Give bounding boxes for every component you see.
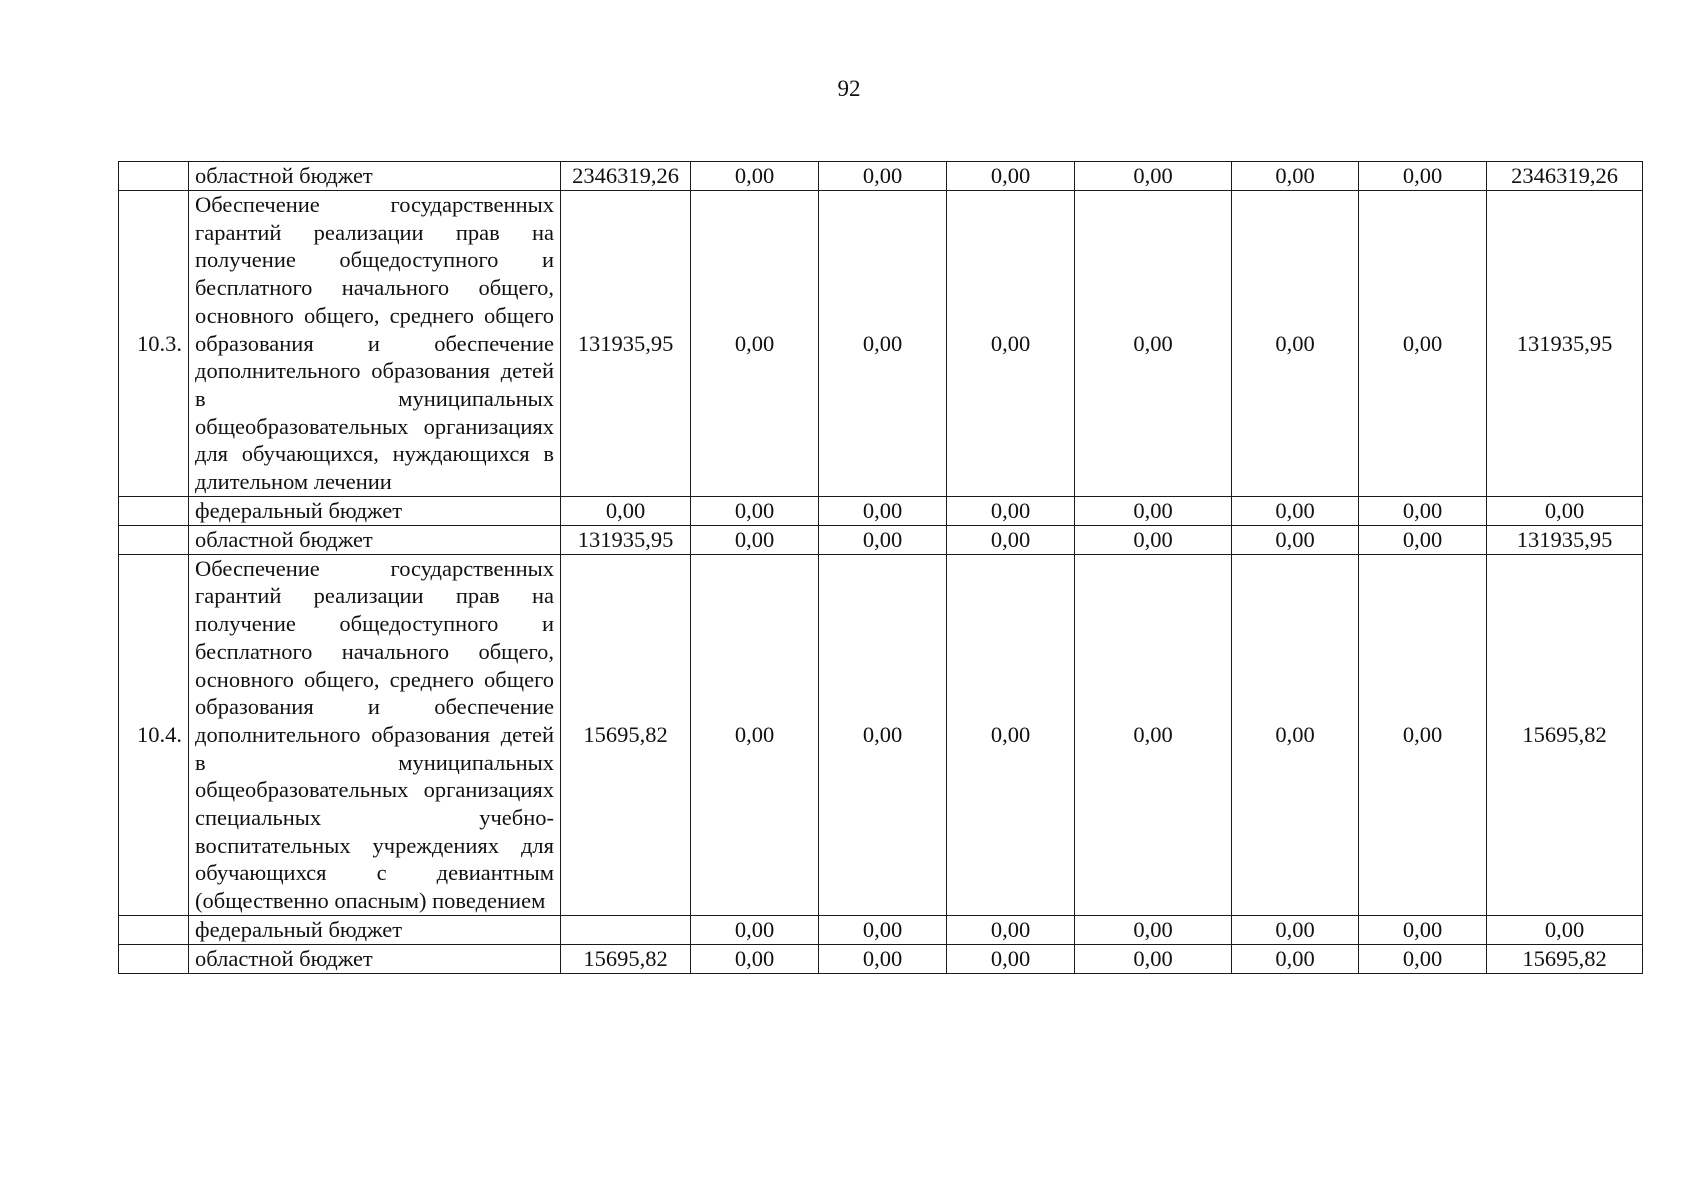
total-cell: 2346319,26 bbox=[1487, 162, 1643, 191]
row-number: 10.4. bbox=[119, 554, 189, 915]
row-name: областной бюджет bbox=[189, 162, 561, 191]
table-row bbox=[119, 162, 1643, 191]
table-row bbox=[119, 191, 1643, 497]
value-cell: 0,00 bbox=[1232, 915, 1359, 944]
value-cell: 0,00 bbox=[1075, 944, 1232, 973]
total-cell: 15695,82 bbox=[1487, 944, 1643, 973]
value-cell: 0,00 bbox=[691, 525, 819, 554]
value-cell: 0,00 bbox=[819, 554, 947, 915]
row-name: федеральный бюджет bbox=[189, 915, 561, 944]
table-row bbox=[119, 554, 1643, 915]
row-name: федеральный бюджет bbox=[189, 496, 561, 525]
value-cell: 0,00 bbox=[947, 525, 1075, 554]
value-cell: 0,00 bbox=[947, 496, 1075, 525]
value-cell: 0,00 bbox=[1359, 191, 1487, 497]
value-cell: 0,00 bbox=[819, 496, 947, 525]
value-cell: 0,00 bbox=[691, 915, 819, 944]
value-cell: 131935,95 bbox=[561, 191, 691, 497]
row-number bbox=[119, 496, 189, 525]
value-cell: 0,00 bbox=[561, 496, 691, 525]
value-cell: 0,00 bbox=[1359, 162, 1487, 191]
value-cell: 0,00 bbox=[1232, 554, 1359, 915]
value-cell: 0,00 bbox=[1075, 496, 1232, 525]
value-cell: 0,00 bbox=[1232, 191, 1359, 497]
value-cell: 0,00 bbox=[1359, 496, 1487, 525]
value-cell: 0,00 bbox=[1359, 525, 1487, 554]
value-cell: 0,00 bbox=[691, 554, 819, 915]
table-row bbox=[119, 525, 1643, 554]
value-cell: 0,00 bbox=[819, 525, 947, 554]
row-name: Обеспечение государственных гарантий реализации прав на получение общедоступного и бесплатного начального общего, основного общего, среднего общего образования и обеспечение дополнительного образования детей в муниципальных общеобразовательных организациях специальных учебно-воспитательных учреждениях для обучающихся с девиантным (общественно опасным) поведением bbox=[189, 554, 561, 915]
row-name: областной бюджет bbox=[189, 525, 561, 554]
value-cell: 0,00 bbox=[947, 554, 1075, 915]
value-cell: 0,00 bbox=[1075, 162, 1232, 191]
value-cell: 0,00 bbox=[1232, 496, 1359, 525]
value-cell: 15695,82 bbox=[561, 554, 691, 915]
row-number bbox=[119, 944, 189, 973]
value-cell: 0,00 bbox=[1359, 915, 1487, 944]
value-cell: 0,00 bbox=[819, 191, 947, 497]
value-cell: 0,00 bbox=[1075, 554, 1232, 915]
value-cell: 0,00 bbox=[1075, 915, 1232, 944]
value-cell: 15695,82 bbox=[561, 944, 691, 973]
total-cell: 0,00 bbox=[1487, 915, 1643, 944]
total-cell: 15695,82 bbox=[1487, 554, 1643, 915]
value-cell: 0,00 bbox=[819, 944, 947, 973]
table-row bbox=[119, 496, 1643, 525]
total-cell: 131935,95 bbox=[1487, 525, 1643, 554]
row-name: областной бюджет bbox=[189, 944, 561, 973]
value-cell bbox=[561, 915, 691, 944]
value-cell: 131935,95 bbox=[561, 525, 691, 554]
value-cell: 0,00 bbox=[1359, 554, 1487, 915]
value-cell: 0,00 bbox=[1075, 191, 1232, 497]
page-number: 92 bbox=[837, 76, 861, 101]
value-cell: 0,00 bbox=[1359, 944, 1487, 973]
value-cell: 0,00 bbox=[691, 162, 819, 191]
total-cell: 0,00 bbox=[1487, 496, 1643, 525]
value-cell: 0,00 bbox=[691, 496, 819, 525]
value-cell: 0,00 bbox=[819, 915, 947, 944]
row-number: 10.3. bbox=[119, 191, 189, 497]
total-cell: 131935,95 bbox=[1487, 191, 1643, 497]
value-cell: 0,00 bbox=[1232, 944, 1359, 973]
value-cell: 0,00 bbox=[691, 191, 819, 497]
value-cell: 0,00 bbox=[947, 191, 1075, 497]
row-number bbox=[119, 525, 189, 554]
table-row bbox=[119, 915, 1643, 944]
value-cell: 2346319,26 bbox=[561, 162, 691, 191]
value-cell: 0,00 bbox=[947, 944, 1075, 973]
value-cell: 0,00 bbox=[819, 162, 947, 191]
table-row bbox=[119, 944, 1643, 973]
row-number bbox=[119, 162, 189, 191]
value-cell: 0,00 bbox=[947, 162, 1075, 191]
value-cell: 0,00 bbox=[1075, 525, 1232, 554]
value-cell: 0,00 bbox=[947, 915, 1075, 944]
value-cell: 0,00 bbox=[1232, 162, 1359, 191]
value-cell: 0,00 bbox=[1232, 525, 1359, 554]
row-number bbox=[119, 915, 189, 944]
budget-table bbox=[118, 161, 1643, 974]
value-cell: 0,00 bbox=[691, 944, 819, 973]
row-name: Обеспечение государственных гарантий реализации прав на получение общедоступного и бесплатного начального общего, основного общего, среднего общего образования и обеспечение дополнительного образования детей в муниципальных общеобразовательных организациях для обучающихся, нуждающихся в длительном лечении bbox=[189, 191, 561, 497]
